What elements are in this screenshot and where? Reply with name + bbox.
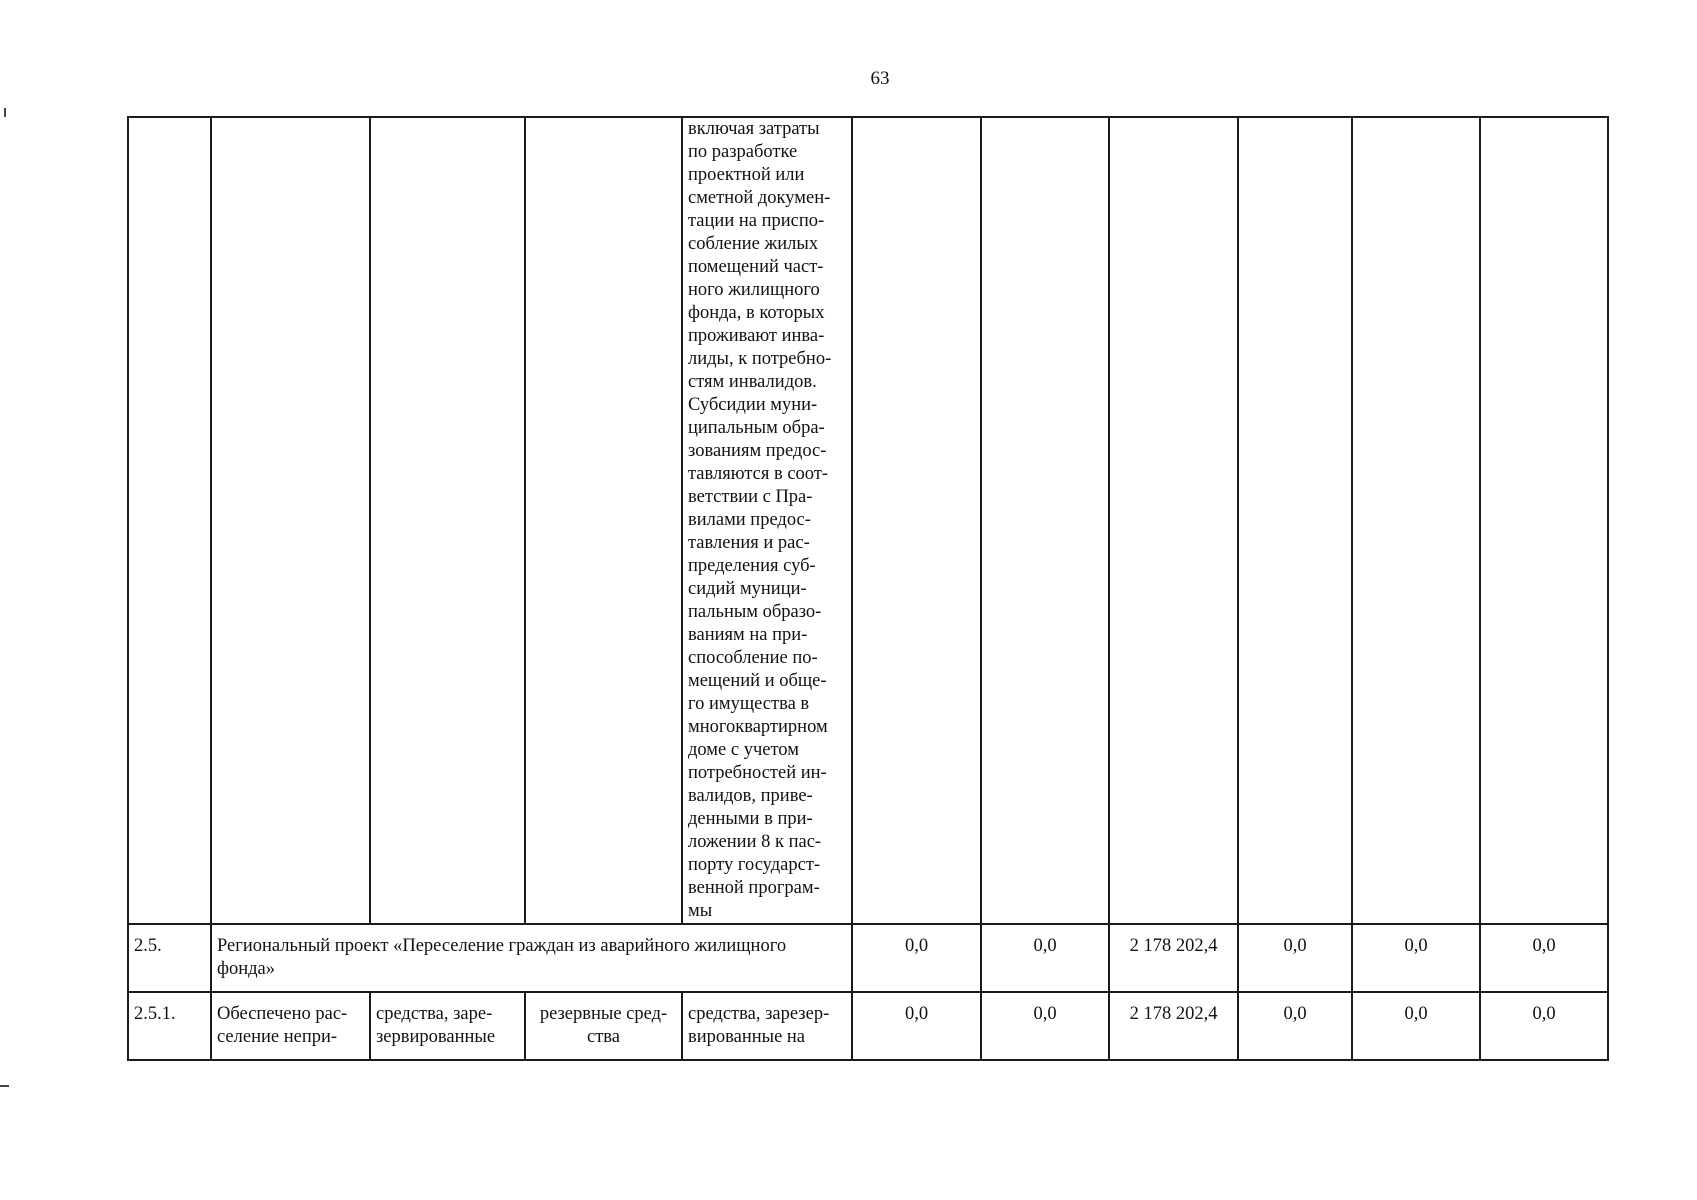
- description-line: ваниям на при-: [688, 625, 808, 645]
- value-cell: 0,0: [1480, 924, 1608, 992]
- description-line: включая затраты: [688, 119, 820, 139]
- table-cell: [1352, 117, 1480, 924]
- row-index: 2.5.1.: [128, 992, 211, 1060]
- description-line: сметной докумен-: [688, 188, 831, 208]
- description-line: проживают инва-: [688, 326, 825, 346]
- cell-line: резервные сред-: [539, 1004, 668, 1024]
- description-line: собление жилых: [688, 234, 819, 254]
- value-cell: 0,0: [1238, 924, 1352, 992]
- description-cell: [682, 117, 852, 924]
- description-line: способление по-: [688, 648, 818, 668]
- scan-mark: [4, 108, 6, 117]
- description-line: потребностей ин-: [688, 763, 827, 783]
- value-cell: 0,0: [981, 924, 1109, 992]
- cell-line: средства, зарезер-: [688, 1004, 830, 1024]
- description-line: ложении 8 к пас-: [688, 832, 822, 852]
- scan-mark: [0, 1085, 9, 1087]
- value-cell: 2 178 202,4: [1109, 924, 1238, 992]
- description-line: доме с учетом: [688, 740, 799, 760]
- cell-line: Обеспечено рас-: [217, 1004, 348, 1024]
- table-cell: [370, 117, 525, 924]
- description-line: сидий муници-: [688, 579, 807, 599]
- description-line: ципальным обра-: [688, 418, 825, 438]
- cell-line: селение непри-: [217, 1027, 338, 1047]
- description-line: стям инвалидов.: [688, 372, 817, 392]
- table-cell: [1238, 117, 1352, 924]
- description-line: зованиям предос-: [688, 441, 827, 461]
- value-cell: 0,0: [852, 924, 981, 992]
- row-title: Региональный проект «Переселение граждан из аварийного жилищного фонда»: [211, 924, 852, 992]
- description-line: пределения суб-: [688, 556, 816, 576]
- description-line: ного жилищного: [688, 280, 820, 300]
- table-cell: [525, 117, 682, 924]
- description-line: фонда, в которых: [688, 303, 825, 323]
- cell-line: ства: [587, 1027, 620, 1047]
- description-line: денными в при-: [688, 809, 813, 829]
- description-line: порту государст-: [688, 855, 821, 875]
- table-row: [128, 117, 1608, 924]
- description-line: тавления и рас-: [688, 533, 810, 553]
- description-line: проектной или: [688, 165, 805, 185]
- value-cell: 0,0: [852, 992, 981, 1060]
- description-line: тации на приспо-: [688, 211, 825, 231]
- value-cell: 0,0: [1352, 992, 1480, 1060]
- funds-type-cell: [525, 992, 682, 1060]
- value-cell: 0,0: [1238, 992, 1352, 1060]
- value-cell: 0,0: [981, 992, 1109, 1060]
- table-cell: [1480, 117, 1608, 924]
- description-line: валидов, приве-: [688, 786, 813, 806]
- cell-line: зервированные: [376, 1027, 496, 1047]
- table-cell: [852, 117, 981, 924]
- description-line: мещений и обще-: [688, 671, 827, 691]
- value-cell: 2 178 202,4: [1109, 992, 1238, 1060]
- cell-line: средства, заре-: [376, 1004, 493, 1024]
- budget-table: [127, 116, 1609, 1061]
- page-number: 63: [870, 68, 890, 89]
- description-line: помещений част-: [688, 257, 824, 277]
- description-line: мы: [688, 901, 713, 921]
- source-cell: [370, 992, 525, 1060]
- table-cell: [211, 117, 370, 924]
- table-row: [128, 992, 1608, 1060]
- description-line: венной програм-: [688, 878, 820, 898]
- description-cell: [682, 992, 852, 1060]
- description-line: пальным образо-: [688, 602, 822, 622]
- description-line: Субсидии муни-: [688, 395, 818, 415]
- cell-line: вированные на: [688, 1027, 806, 1047]
- row-index: 2.5.: [128, 924, 211, 992]
- description-line: лиды, к потребно-: [688, 349, 832, 369]
- description-line: тавляются в соот-: [688, 464, 829, 484]
- description-line: многоквартирном: [688, 717, 828, 737]
- description-line: вилами предос-: [688, 510, 811, 530]
- description-line: по разработке: [688, 142, 798, 162]
- table-cell: [128, 117, 211, 924]
- description-line: го имущества в: [688, 694, 810, 714]
- value-cell: 0,0: [1480, 992, 1608, 1060]
- table-cell: [981, 117, 1109, 924]
- result-cell: [211, 992, 370, 1060]
- description-line: ветствии с Пра-: [688, 487, 813, 507]
- table-row: [128, 924, 1608, 992]
- table-cell: [1109, 117, 1238, 924]
- value-cell: 0,0: [1352, 924, 1480, 992]
